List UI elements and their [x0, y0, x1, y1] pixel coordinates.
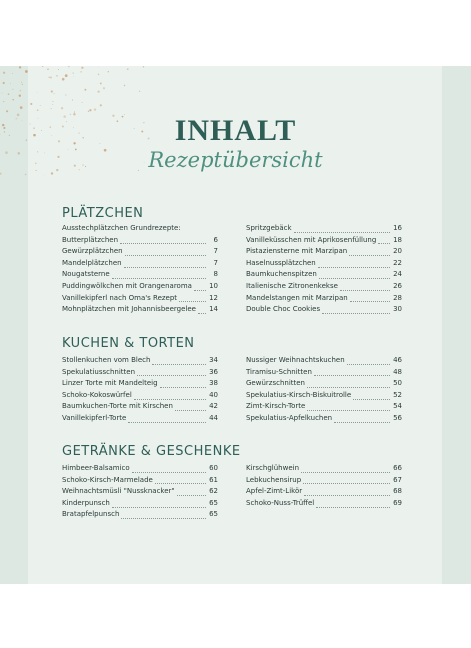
speckle-dot [12, 89, 13, 90]
dot-leader [316, 502, 390, 508]
page-subtitle: Rezeptübersicht [148, 148, 323, 172]
speckle-dot [139, 91, 140, 92]
speckle-dot [65, 94, 66, 95]
toc-entry [62, 259, 218, 271]
toc-entry-page: 22 [393, 258, 402, 267]
speckle-dot [108, 71, 109, 72]
speckle-dot [98, 66, 99, 67]
toc-entry [62, 270, 218, 282]
toc-entry-title: Tiramisu-Schnitten [246, 367, 312, 376]
toc-entry-page: 60 [209, 464, 218, 472]
section-getraenke-left-list [62, 464, 218, 522]
toc-entry [246, 402, 402, 414]
speckle-dot [73, 76, 74, 77]
toc-entry-page: 68 [393, 487, 402, 496]
speckle-dot [124, 84, 125, 85]
dot-leader [128, 417, 206, 423]
toc-entry-title: Apfel-Zimt-Likör [246, 487, 303, 496]
toc-entry-page: 8 [213, 270, 218, 279]
dot-leader [152, 359, 206, 365]
toc-entry-title: Nougatsterne [62, 270, 110, 279]
toc-entry-title: Ausstechplätzchen Grundrezepte: [62, 224, 181, 232]
toc-entry-title: Himbeer-Balsamico [62, 464, 130, 472]
toc-entry-page: 56 [393, 413, 402, 422]
speckle-dot [97, 90, 99, 92]
toc-entry [62, 294, 218, 306]
speckle-dot [22, 84, 23, 85]
toc-entry [246, 247, 402, 259]
dot-leader [134, 394, 206, 400]
toc-entry-page: 62 [209, 487, 218, 496]
toc-entry-title: Italienische Zitronenkekse [246, 281, 338, 290]
speckle-dot [12, 73, 13, 74]
dot-leader [294, 227, 390, 233]
page-title: INHALT [174, 114, 297, 147]
toc-entry-title: Spekulatius-Kirsch-Biskuitrolle [246, 390, 352, 399]
toc-entry-page: 42 [209, 402, 218, 411]
toc-entry-title: Vanilleküsschen mit Aprikosenfüllung [246, 235, 377, 244]
dot-leader [307, 382, 390, 388]
dot-leader [137, 370, 206, 376]
toc-entry-title: Stollenkuchen vom Blech [62, 356, 151, 364]
toc-entry-title: Schoko-Kokoswürfel [62, 390, 132, 399]
toc-entry [62, 414, 218, 426]
toc-entry [62, 510, 218, 522]
toc-entry [246, 270, 402, 282]
toc-entry [62, 236, 218, 248]
toc-entry-title: Weihnachtsmüsli "Nussknacker" [62, 487, 175, 496]
speckle-dot [50, 76, 52, 78]
dot-leader [322, 308, 390, 314]
dot-leader [112, 273, 206, 279]
speckle-dot [37, 109, 39, 111]
toc-entry-title: Spekulatiusschnitten [62, 367, 136, 376]
speckle-dot [82, 102, 83, 103]
toc-entry-title: Bratapfelpunsch [62, 510, 120, 519]
speckle-dot [30, 103, 32, 105]
speckle-dot [37, 92, 38, 93]
speckle-dot [44, 175, 45, 176]
speckle-dot [98, 74, 100, 76]
speckle-dot [100, 82, 102, 84]
speckle-dot [25, 174, 27, 176]
toc-entry-page: 18 [393, 235, 402, 244]
dot-leader [304, 490, 390, 496]
toc-entry-title: Baumkuchenspitzen [246, 270, 317, 279]
toc-entry-page: 26 [393, 281, 402, 290]
toc-entry-title: Mohnplätzchen mit Johannisbeergelee [62, 305, 196, 314]
toc-entry [246, 282, 402, 294]
toc-entry-page: 66 [393, 464, 402, 472]
dot-leader [353, 394, 390, 400]
toc-entry-page: 10 [209, 281, 218, 290]
dot-leader [175, 405, 206, 411]
toc-entry-title: Zimt-Kirsch-Torte [246, 402, 306, 411]
speckle-dot [143, 66, 144, 67]
dot-leader [350, 296, 390, 302]
dot-leader [318, 262, 390, 268]
section-heading-getraenke-geschenke: GETRÄNKE & GESCHENKE [62, 444, 241, 459]
toc-entry [246, 464, 402, 476]
section-heading-plaetzchen: PLÄTZCHEN [62, 206, 144, 221]
dot-leader [301, 467, 390, 473]
speckle-dot [20, 90, 22, 92]
speckle-dot [19, 95, 21, 97]
speckle-dot [73, 72, 74, 73]
toc-entry-title: Mandelstangen mit Marzipan [246, 293, 348, 302]
toc-entry-title: Lebkuchensirup [246, 475, 302, 484]
speckle-dot [3, 101, 4, 102]
dot-leader [307, 405, 390, 411]
toc-entry-title: Puddingwölkchen mit Orangenaroma [62, 281, 192, 290]
toc-entry [246, 236, 402, 248]
toc-entry-title: Spritzgebäck [246, 224, 292, 232]
toc-entry [246, 368, 402, 380]
toc-entry [246, 476, 402, 488]
toc-entry [62, 247, 218, 259]
speckle-dot [6, 110, 8, 112]
toc-entry [62, 476, 218, 488]
speckle-dot [100, 104, 102, 106]
toc-entry-title: Linzer Torte mit Mandelteig [62, 379, 158, 388]
speckle-dot [20, 106, 23, 109]
dot-leader [179, 296, 206, 302]
dot-leader [198, 308, 206, 314]
speckle-dot [48, 76, 50, 78]
speckle-dot [81, 67, 83, 69]
dot-leader [334, 417, 390, 423]
dot-leader [124, 262, 206, 268]
toc-entry-title: Haselnussplätzchen [246, 258, 316, 267]
toc-entry [246, 305, 402, 317]
speckle-dot [74, 112, 75, 113]
toc-entry-page: 54 [393, 402, 402, 411]
toc-entry [246, 356, 402, 368]
toc-entry [246, 379, 402, 391]
speckle-dot [51, 172, 53, 174]
toc-entry-page: 67 [393, 475, 402, 484]
toc-entry-page: 65 [209, 510, 218, 519]
section-kuchen-right-list [246, 356, 402, 426]
dot-leader [340, 285, 390, 291]
speckle-dot [56, 75, 58, 77]
toc-entry [62, 379, 218, 391]
toc-entry [62, 402, 218, 414]
section-getraenke-right-list [246, 464, 402, 510]
toc-entry [62, 499, 218, 511]
toc-entry-title: Mandelplätzchen [62, 258, 122, 267]
toc-entry [246, 499, 402, 511]
toc-entry-page: 6 [213, 235, 218, 244]
dot-leader [378, 238, 390, 244]
toc-entry [246, 391, 402, 403]
speckle-dot [0, 173, 2, 175]
toc-entry-title: Kinderpunsch [62, 498, 110, 507]
dot-leader [160, 382, 206, 388]
dot-leader [132, 467, 206, 473]
dot-leader [125, 250, 206, 256]
speckle-dot [94, 108, 96, 110]
toc-entry [246, 259, 402, 271]
toc-entry [62, 224, 218, 236]
speckle-dot [61, 107, 63, 109]
toc-entry-title: Vanillekipferl nach Oma's Rezept [62, 293, 178, 302]
speckle-dot [58, 69, 59, 70]
speckle-dot [84, 89, 86, 91]
speckle-dot [89, 109, 91, 111]
speckle-dot [124, 85, 125, 86]
toc-entry [246, 224, 402, 236]
toc-entry-page: 40 [209, 390, 218, 399]
dot-leader [155, 478, 206, 484]
speckle-dot [62, 78, 65, 81]
speckle-dot [103, 87, 105, 89]
toc-entry-page: 52 [393, 390, 402, 399]
speckle-dot [47, 68, 49, 70]
speckle-dot [40, 105, 41, 106]
toc-entry [246, 414, 402, 426]
toc-entry-title: Pistaziensterne mit Marzipan [246, 247, 348, 256]
toc-entry-title: Schoko-Nuss-Trüffel [246, 498, 315, 507]
toc-entry [246, 487, 402, 499]
toc-entry-page: 44 [209, 413, 218, 422]
toc-entry-title: Spekulatius-Apfelkuchen [246, 413, 333, 422]
toc-entry-page: 24 [393, 270, 402, 279]
dot-leader [121, 513, 206, 519]
toc-entry-page: 50 [393, 379, 402, 388]
dot-leader [177, 490, 206, 496]
toc-entry [62, 305, 218, 317]
speckle-dot [51, 90, 53, 92]
dot-leader [120, 238, 206, 244]
speckle-dot [72, 99, 73, 100]
section-plaetzchen-right-list [246, 224, 402, 317]
toc-entry-page: 36 [209, 367, 218, 376]
toc-entry-title: Baumkuchen-Torte mit Kirschen [62, 402, 173, 411]
dot-leader [319, 273, 390, 279]
toc-entry-page: 61 [209, 475, 218, 484]
toc-page [0, 66, 471, 584]
toc-entry-page: 16 [393, 224, 402, 232]
toc-entry [62, 464, 218, 476]
toc-entry [62, 356, 218, 368]
speckle-dot [19, 66, 21, 68]
toc-entry-title: Nussiger Weihnachtskuchen [246, 356, 345, 364]
speckle-dot [52, 104, 53, 105]
toc-entry-page: 48 [393, 367, 402, 376]
toc-entry [246, 294, 402, 306]
dot-leader [303, 478, 390, 484]
toc-entry-page: 65 [209, 498, 218, 507]
toc-entry-title: Gewürzplätzchen [62, 247, 123, 256]
speckle-dot [42, 66, 44, 67]
speckle-dot [51, 108, 52, 109]
dot-leader [314, 370, 390, 376]
toc-entry-page: 34 [209, 356, 218, 364]
dot-leader [112, 502, 206, 508]
toc-entry-title: Kirschglühwein [246, 464, 300, 472]
toc-entry-page: 38 [209, 379, 218, 388]
speckle-dot [53, 93, 54, 94]
toc-entry-page: 14 [209, 305, 218, 314]
toc-entry-page: 12 [209, 293, 218, 302]
speckle-dot [3, 82, 5, 84]
toc-entry [62, 391, 218, 403]
toc-entry-page: 69 [393, 498, 402, 507]
toc-entry [62, 487, 218, 499]
speckle-dot [2, 93, 3, 94]
section-heading-kuchen-torten: KUCHEN & TORTEN [62, 336, 195, 351]
toc-entry-page: 28 [393, 293, 402, 302]
toc-entry-page: 30 [393, 305, 402, 314]
speckle-dot [80, 71, 82, 73]
section-kuchen-left-list [62, 356, 218, 426]
speckle-dot [10, 83, 11, 84]
speckle-dot [127, 68, 129, 70]
toc-entry-title: Double Choc Cookies [246, 305, 321, 314]
speckle-dot [25, 70, 28, 73]
toc-entry-title: Vanillekipferl-Torte [62, 413, 127, 422]
toc-entry-page: 46 [393, 356, 402, 364]
speckle-dot [68, 66, 70, 67]
dot-leader [347, 359, 390, 365]
section-plaetzchen-left-list [62, 224, 218, 317]
speckle-dot [65, 74, 68, 77]
speckle-dot [12, 99, 14, 101]
speckle-dot [88, 111, 89, 112]
speckle-dot [8, 93, 10, 95]
toc-entry-title: Schoko-Kirsch-Marmelade [62, 475, 153, 484]
speckle-dot [52, 101, 53, 102]
toc-entry-title: Butterplätzchen [62, 235, 119, 244]
toc-entry-page: 20 [393, 247, 402, 256]
toc-entry [62, 282, 218, 294]
toc-entry-page: 7 [213, 247, 218, 256]
dot-leader [194, 285, 206, 291]
dot-leader [349, 250, 390, 256]
toc-entry-title: Gewürzschnitten [246, 379, 305, 388]
speckle-dot [3, 72, 5, 74]
speckle-dot [21, 82, 22, 83]
toc-entry [62, 368, 218, 380]
toc-entry-page: 7 [213, 258, 218, 267]
